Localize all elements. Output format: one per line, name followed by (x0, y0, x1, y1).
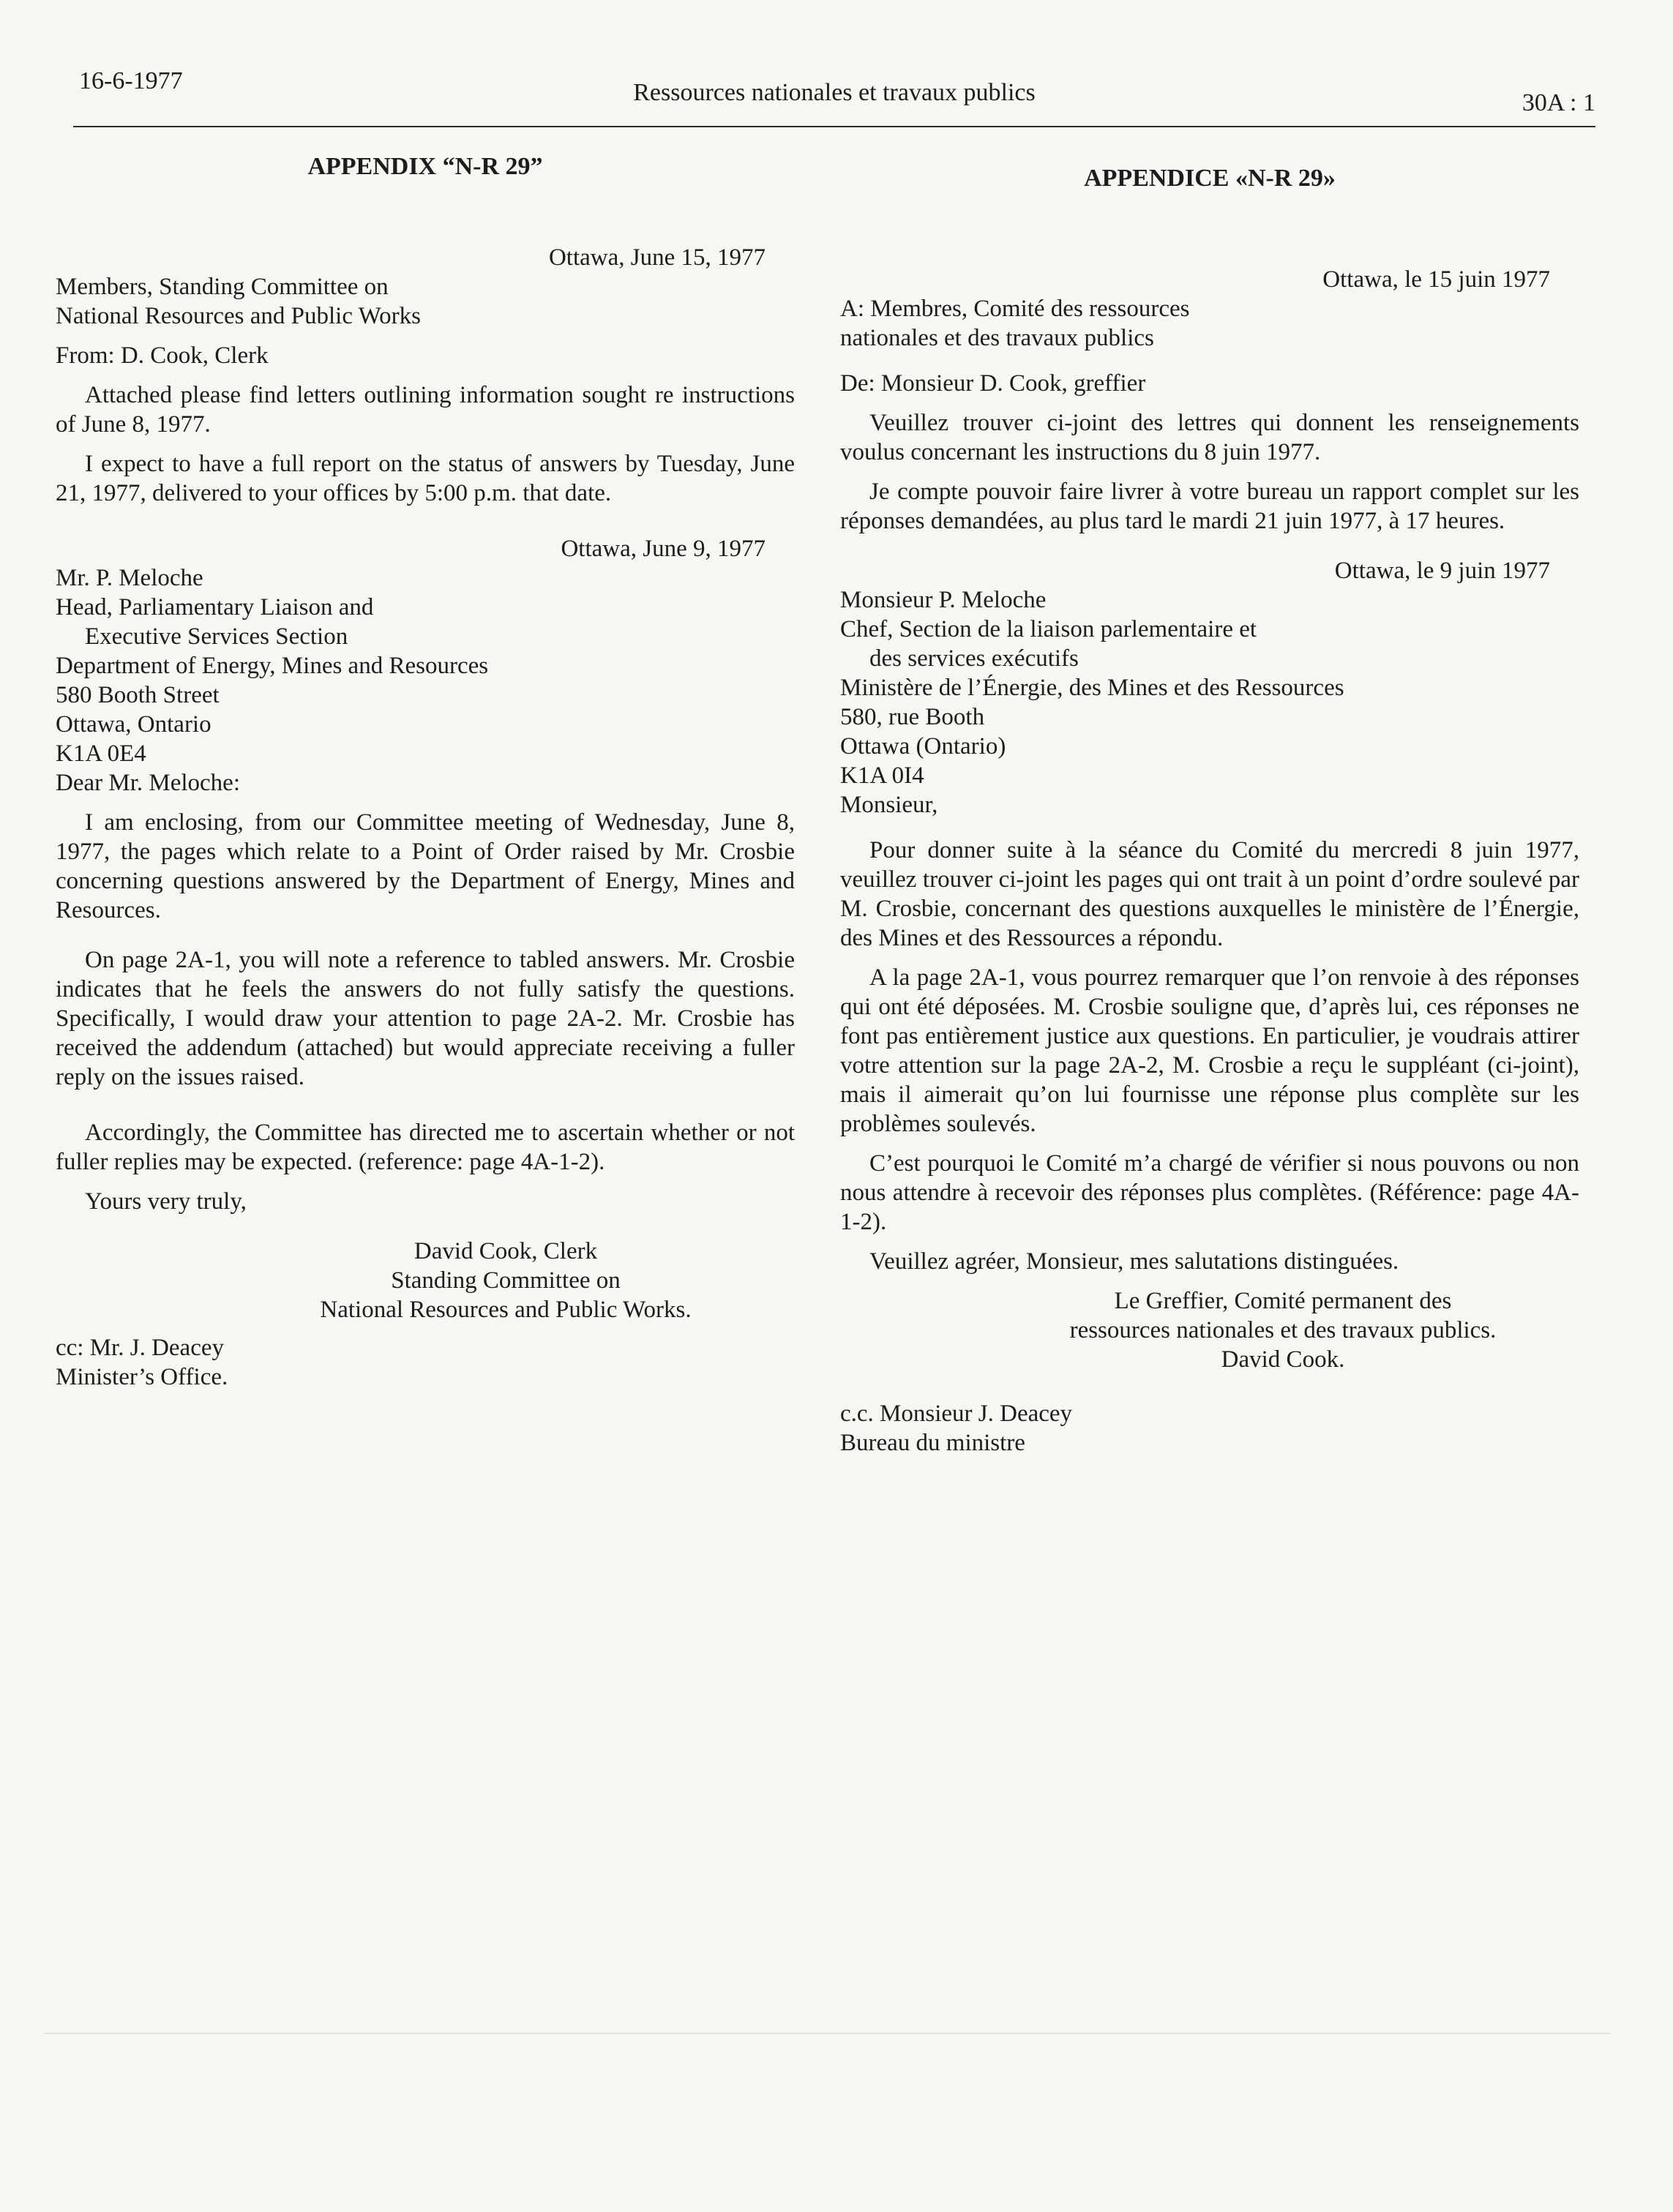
address-line: des services exécutifs (869, 645, 1079, 672)
signature-block (217, 1237, 795, 1324)
salutation: Monsieur, (840, 792, 938, 818)
address-line: Monsieur P. Meloche (840, 587, 1047, 613)
cc-line: c.c. Monsieur J. Deacey (840, 1401, 1073, 1427)
memo-to-line-2: National Resources and Public Works (56, 303, 421, 329)
memo-to-line-2: nationales et des travaux publics (840, 325, 1154, 351)
header-title: Ressources nationales et travaux publics (633, 79, 1036, 106)
letter-paragraph-1: Pour donner suite à la séance du Comité du mercredi 8 juin 1977, veuillez trouver ci-joint les pages qui ont trait à un point d’ordre soulevé par M. Crosbie, concernant des questions auxquelles le ministère de l’Énergie, des Mines et des Ressources a répondu. (840, 837, 1579, 951)
address-line: Ottawa (Ontario) (840, 733, 1006, 760)
salutation: Dear Mr. Meloche: (56, 770, 240, 796)
signature-line: National Resources and Public Works. (320, 1297, 692, 1323)
closing: Veuillez agréer, Monsieur, mes salutations distinguées. (869, 1248, 1399, 1275)
letter-paragraph-2: On page 2A-1, you will note a reference to tabled answers. Mr. Crosbie indicates that he feels the answers do not fully satisfy the questions. Specifically, I would draw your attention to page 2A-2. Mr. Crosbie has received the addendum (attached) but would appreciate receiving a fuller reply on the issues raised. (56, 947, 795, 1090)
memo-paragraph-2: Je compte pouvoir faire livrer à votre bureau un rapport complet sur les réponses demandées, au plus tard le mardi 21 juin 1977, à 17 heures. (840, 479, 1579, 534)
memo-paragraph-1: Veuillez trouver ci-joint des lettres qui donnent les renseignements voulus concernant les instructions du 8 juin 1977. (840, 410, 1579, 465)
address-line: Head, Parliamentary Liaison and (56, 594, 374, 621)
english-heading: APPENDIX “N-R 29” (307, 153, 543, 180)
memo-from: De: Monsieur D. Cook, greffier (840, 370, 1146, 397)
signature-line: ressources nationales et des travaux publics. (1069, 1317, 1497, 1343)
address-line: Mr. P. Meloche (56, 565, 203, 591)
address-line: K1A 0I4 (840, 762, 924, 789)
address-line: 580, rue Booth (840, 704, 985, 730)
cc-block (56, 1333, 795, 1392)
address-line: Department of Energy, Mines and Resources (56, 653, 489, 679)
bottom-rule (44, 2033, 1610, 2034)
memo-date: Ottawa, June 15, 1977 (548, 244, 766, 271)
french-heading: APPENDICE «N-R 29» (1084, 165, 1336, 192)
running-header (73, 67, 1595, 126)
memo-to-line-1: A: Membres, Comité des ressources (840, 296, 1190, 322)
address-line: Executive Services Section (85, 623, 348, 650)
header-rule (73, 126, 1595, 127)
french-column (840, 143, 1579, 1458)
letter-date: Ottawa, June 9, 1977 (561, 536, 766, 562)
address-line: Chef, Section de la liaison parlementaire et (840, 616, 1257, 642)
header-date: 16-6-1977 (79, 67, 183, 94)
signature-block (987, 1286, 1579, 1374)
cc-line: Bureau du ministre (840, 1430, 1025, 1456)
memo-paragraph-1: Attached please find letters outlining information sought re instructions of June 8, 1977. (56, 382, 795, 438)
address-line: 580 Booth Street (56, 682, 220, 708)
letter-date: Ottawa, le 9 juin 1977 (1334, 558, 1550, 584)
cc-line: cc: Mr. J. Deacey (56, 1335, 224, 1361)
address-line: K1A 0E4 (56, 741, 146, 767)
letter-paragraph-2: A la page 2A-1, vous pourrez remarquer que l’on renvoie à des réponses qui ont été déposées. M. Crosbie souligne que, d’après lui, ces réponses ne font pas entièrement justice aux questions. En particulier, je voudrais attirer votre attention sur la page 2A-2, M. Crosbie a reçu le suppléant (ci-joint), mais il aimerait qu’on lui fournisse une réponse plus complète sur les problèmes soulevés. (840, 964, 1579, 1137)
cc-line: Minister’s Office. (56, 1364, 228, 1390)
recipient-address (840, 585, 1579, 790)
address-line: Ministère de l’Énergie, des Mines et des Ressources (840, 675, 1344, 701)
memo-paragraph-2: I expect to have a full report on the status of answers by Tuesday, June 21, 1977, delivered to your offices by 5:00 p.m. that date. (56, 451, 795, 506)
english-column (56, 143, 795, 1392)
signature-line: David Cook. (1221, 1346, 1345, 1373)
letter-paragraph-1: I am enclosing, from our Committee meeting of Wednesday, June 8, 1977, the pages which relate to a Point of Order raised by Mr. Crosbie concerning questions answered by the Department of Energy, Mines and Resources. (56, 809, 795, 923)
signature-line: Le Greffier, Comité permanent des (1114, 1288, 1452, 1314)
signature-line: Standing Committee on (391, 1267, 621, 1294)
letter-paragraph-3: C’est pourquoi le Comité m’a chargé de vérifier si nous pouvons ou non nous attendre à recevoir des réponses plus complètes. (Référence: page 4A-1-2). (840, 1150, 1579, 1235)
memo-to-line-1: Members, Standing Committee on (56, 274, 389, 300)
recipient-address (56, 563, 795, 768)
header-page-number: 30A : 1 (1522, 89, 1595, 116)
address-line: Ottawa, Ontario (56, 711, 212, 738)
memo-date: Ottawa, le 15 juin 1977 (1322, 266, 1550, 293)
signature-line: David Cook, Clerk (413, 1238, 598, 1264)
cc-block (840, 1399, 1579, 1458)
memo-from: From: D. Cook, Clerk (56, 342, 269, 369)
closing: Yours very truly, (85, 1188, 247, 1215)
letter-paragraph-3: Accordingly, the Committee has directed me to ascertain whether or not fuller replies may be expected. (reference: page 4A-1-2). (56, 1120, 795, 1175)
